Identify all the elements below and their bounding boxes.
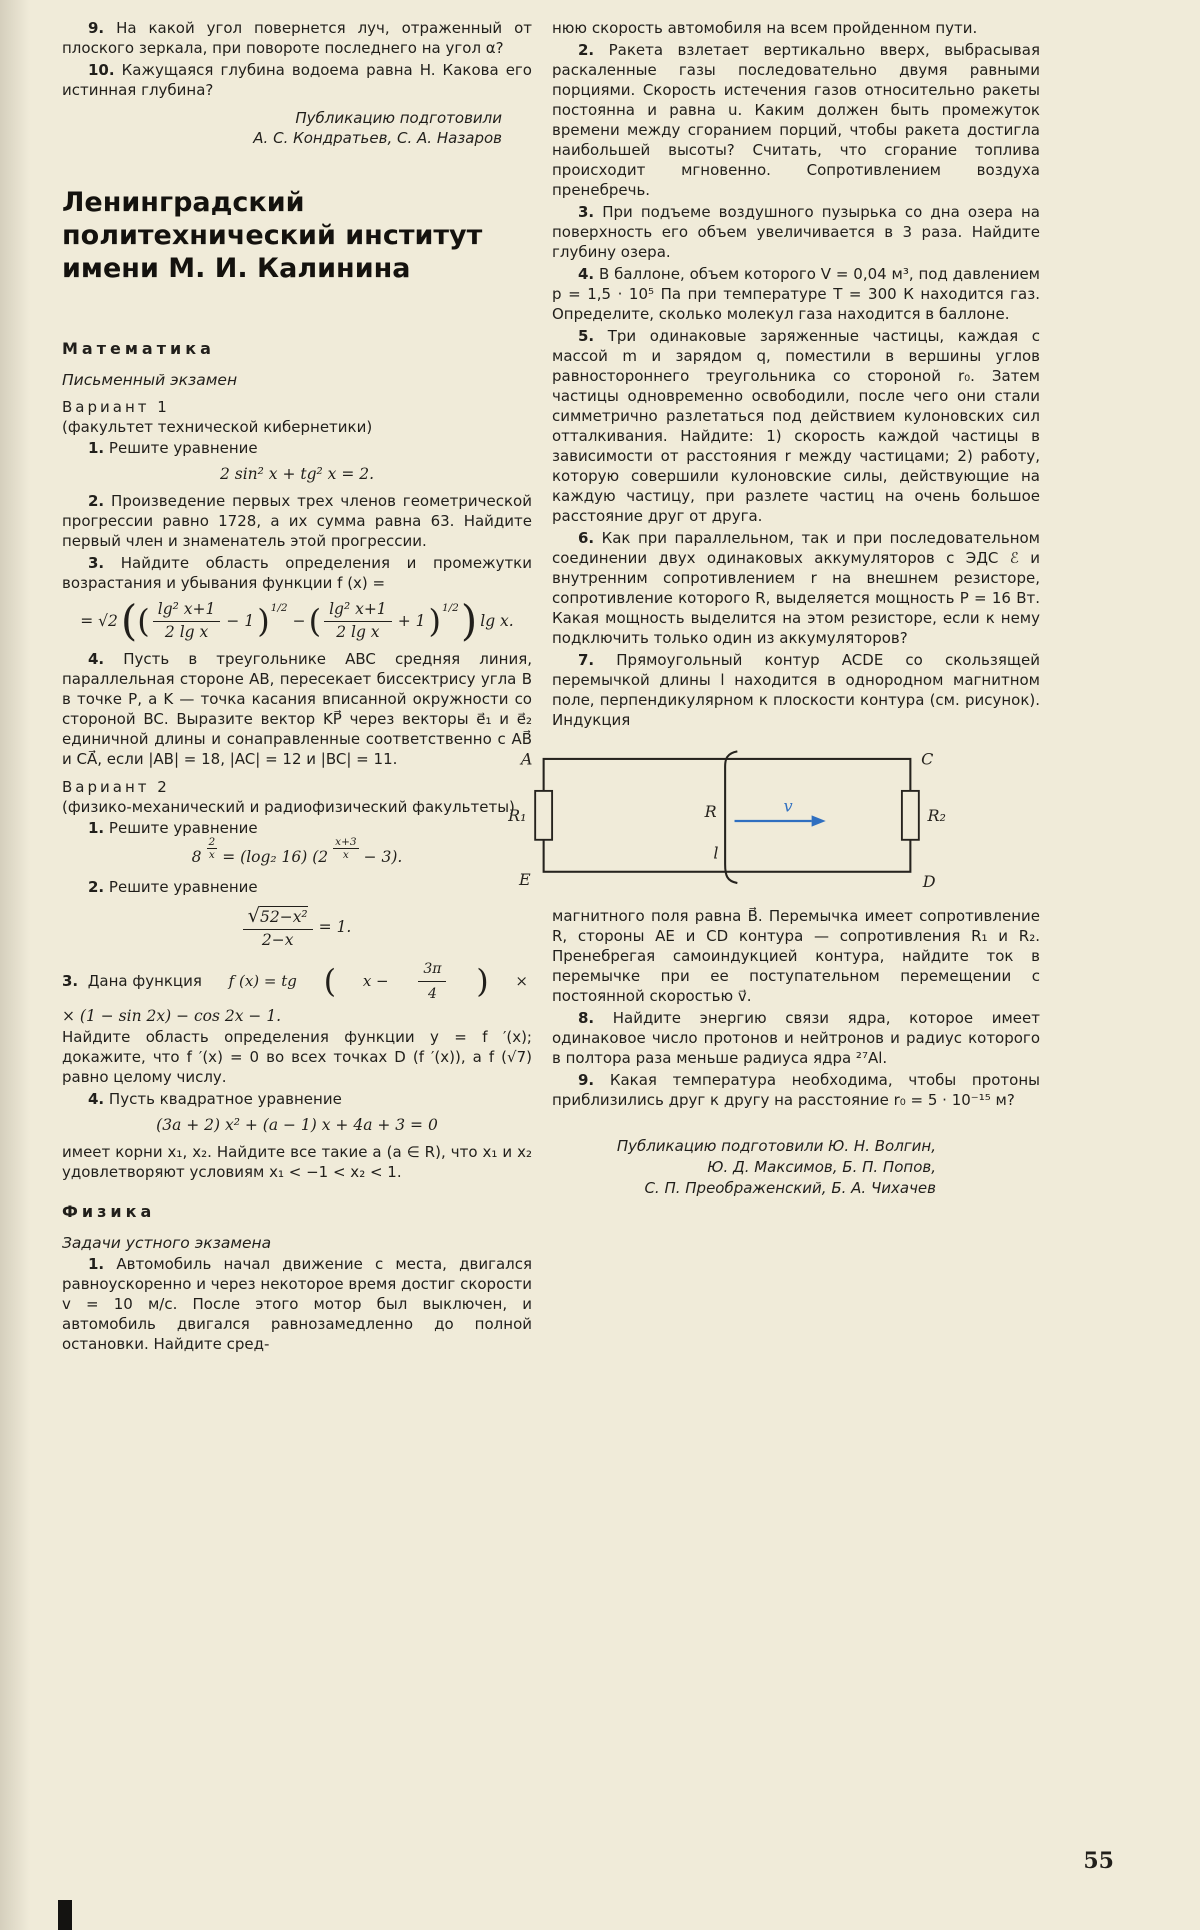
- resistor-r1-label: R₁: [508, 805, 527, 825]
- problem-number: 4.: [88, 650, 105, 669]
- problem-number: 3.: [578, 203, 595, 221]
- institute-title: [62, 186, 532, 285]
- publication-credits: [552, 1136, 1040, 1199]
- variant-2-faculty: (физико-механический и радиофизический факультеты): [62, 798, 515, 817]
- sliding-jumper: [725, 751, 737, 883]
- math-v1-p1-formula: [62, 465, 532, 484]
- credit-names: А. С. Кондратьев, С. А. Назаров: [253, 129, 502, 147]
- fraction: $\frac{3\pi}{4}$: [418, 958, 446, 1005]
- corner-label-a: A: [520, 749, 533, 769]
- math-v2-problem-4-text: имеет корни x₁, x₂. Найдите все такие a (a ∈ R), что x₁ и x₂ удовлетворяют условиям x₁ < −1 < x₂ < 1.: [62, 1143, 532, 1182]
- problem-number: 4.: [88, 1089, 105, 1108]
- physics-exam-type: Задачи устного экзамена: [62, 1234, 272, 1253]
- problem-text: Ракета взлетает вертикально вверх, выбрасывая раскаленные газы последовательно двумя равными порциями. Скорость истечения газов относительно ракеты постоянна и равна u. Каким должен быть промежуток времени между сгоранием порций, чтобы ракета достигла наибольшей высоты? Считать, что сгорание топлива происходит мгновенно. Сопротивлением воздуха пренебречь.: [552, 41, 1040, 199]
- corner-label-e: E: [518, 869, 531, 889]
- problem-text: Произведение первых трех членов геометрической прогрессии равно 1728, а их сумма равна 63. Найдите первый член и знаменатель этой прогрессии.: [62, 492, 532, 551]
- open-paren: (: [120, 596, 138, 646]
- physics-problem-4: [552, 264, 1040, 324]
- problem-number: 2.: [578, 41, 595, 59]
- math-exam-type: Письменный экзамен: [62, 371, 238, 389]
- prev-credit-block: [62, 108, 532, 148]
- math-v2-p2-formula: [62, 904, 532, 951]
- resistor-r1-symbol: [535, 791, 552, 840]
- problem-number: 3.: [88, 554, 105, 573]
- math-v1-problem-4: [62, 649, 532, 769]
- jumper-length-label: l: [713, 843, 719, 863]
- fraction-denominator: 2−x: [261, 931, 294, 950]
- close-paren: ): [428, 601, 441, 640]
- radicand: 52−x²: [259, 908, 308, 927]
- open-paren: (: [308, 601, 322, 640]
- page-number: 55: [1083, 1848, 1114, 1874]
- credits-line-2: Ю. Д. Максимов, Б. П. Попов,: [707, 1158, 936, 1177]
- variant-1-label: Вариант 1: [62, 398, 170, 416]
- formula-tail: lg x.: [480, 611, 514, 630]
- minus-one: − 1: [226, 611, 255, 630]
- problem-number: 1.: [88, 439, 105, 457]
- two-column-layout: [62, 16, 1200, 1354]
- formula-lead: = √2: [80, 611, 118, 630]
- math-v2-problem-1: [62, 818, 532, 838]
- physics-problem-8: [552, 1008, 1040, 1068]
- problem-text: В баллоне, объем которого V = 0,04 м³, под давлением p = 1,5 · 10⁵ Па при температуре T = 300 К находится газ. Определите, сколько молекул газа находится в баллоне.: [552, 265, 1040, 323]
- formula-tail: − 3).: [363, 848, 403, 866]
- problem-intro: Дана функция: [87, 972, 202, 991]
- problem-text: Решите уравнение: [108, 819, 258, 838]
- math-v2-problem-2: [62, 877, 532, 897]
- print-registration-mark: [58, 1900, 72, 1930]
- prev-problem-9: [62, 18, 532, 58]
- close-paren: ): [460, 596, 478, 646]
- problem-text: Какая температура необходима, чтобы протоны приблизились друг к другу на расстояние r₀ = 5 · 10⁻¹⁵ м?: [552, 1071, 1040, 1110]
- open-paren: (: [137, 601, 150, 640]
- math-v1-problem-3: [62, 553, 532, 593]
- formula-text: 2 sin² x + tg² x = 2.: [219, 465, 375, 483]
- circuit-diagram: [506, 742, 948, 892]
- velocity-label: v: [783, 796, 793, 816]
- fraction: [153, 600, 221, 642]
- page-gutter-shadow: [0, 0, 30, 1930]
- problem-text: Автомобиль начал движение с места, двигался равноускоренно и через некоторое время достиг скорости v = 10 м/с. После этого мотор был выключен, и автомобиль двигался равнозамедленно до полной остановки. Найдите сред-: [62, 1255, 532, 1354]
- resistor-r2-label: R₂: [927, 805, 946, 825]
- math-v1-problem-2: [62, 491, 532, 551]
- title-line-3: имени М. И. Калинина: [62, 253, 411, 284]
- exponent-fraction: $\frac{2}{x}$: [208, 836, 216, 862]
- physics-problem-3: [552, 202, 1040, 262]
- exponent: 1/2: [441, 601, 459, 614]
- math-v2-problem-4: [62, 1089, 532, 1109]
- problem-lead: [62, 970, 202, 992]
- physics-problem-7: [552, 650, 1040, 730]
- problem-text: Пусть в треугольнике ABC средняя линия, параллельная стороне AB, пересекает биссектрису угла B в точке P, а K — точка касания вписанной окружности со стороной BC. Выразите вектор KP⃗ через векторы e⃗₁ и e⃗₂ единичной длины и сонаправленные соответственно с AB⃗ и CA⃗, если |AB| = 18, |AC| = 12 и |BC| = 11.: [62, 650, 532, 769]
- title-line-2: политехнический институт: [62, 220, 483, 251]
- variant-2-label: Вариант 2: [62, 778, 170, 797]
- problem-text: Кажущаяся глубина водоема равна H. Какова его истинная глубина?: [62, 61, 532, 99]
- problem-number: 3.: [62, 972, 79, 991]
- physics-problem-5: [552, 326, 1040, 526]
- physics-problem-2: [552, 40, 1040, 200]
- physics-problem-7-continuation: магнитного поля равна B⃗. Перемычка имеет сопротивление R, стороны AE и CD контура — сопротивления R₁ и R₂. Пренебрегая самоиндукцией контура, найдите ток в перемычке при ее поступательном перемещении с постоянной скоростью v⃗.: [552, 907, 1040, 1006]
- title-line-1: Ленинградский: [62, 187, 305, 218]
- close-paren: ): [257, 601, 270, 640]
- problem-text: Решите уравнение: [108, 878, 258, 897]
- problem-number: 1.: [88, 1255, 105, 1274]
- open-paren: (: [323, 961, 337, 1000]
- problem-text: Как при параллельном, так и при последовательном соединении двух одинаковых аккумуляторов с ЭДС ℰ и внутренним сопротивлением r на внешнем резисторе, сопротивление которого R, выделяется мощность P = 16 Вт. Какая мощность выделится на этом резисторе, если к нему подключить только один из аккумуляторов?: [552, 529, 1040, 647]
- credits-line-3: С. П. Преображенский, Б. А. Чихачев: [644, 1179, 936, 1198]
- fraction: [324, 600, 392, 642]
- problem-number: 8.: [578, 1009, 595, 1028]
- physics-problem-1-continuation: нюю скорость автомобиля на всем пройденном пути.: [552, 19, 978, 37]
- problem-text: Найдите область определения и промежутки возрастания и убывания функции f (x) =: [62, 554, 532, 593]
- corner-label-c: C: [921, 749, 934, 769]
- resistor-r2-symbol: [902, 791, 919, 840]
- math-section-heading: Математика: [62, 339, 215, 358]
- exponent: 1/2: [270, 601, 288, 614]
- formula-base: 8: [191, 848, 202, 866]
- physics-problem-1: [62, 1254, 532, 1354]
- problem-number: 5.: [578, 327, 595, 345]
- problem-text: Найдите энергию связи ядра, которое имеет одинаковое число протонов и нейтронов и радиус которого в полтора раза меньше радиуса ядра ²⁷Al.: [552, 1009, 1040, 1068]
- minus-sign: −: [292, 611, 306, 630]
- jumper-resistance-label: R: [704, 802, 717, 822]
- fraction-numerator: lg² x+1: [153, 600, 221, 621]
- problem-text: Решите уравнение: [108, 439, 258, 457]
- left-column: [62, 16, 532, 1354]
- close-paren: ): [476, 961, 489, 1000]
- formula-rhs: = 1.: [318, 917, 352, 936]
- physics-problem-6: [552, 528, 1040, 648]
- math-v1-problem-1: [62, 438, 532, 458]
- problem-number: 4.: [578, 265, 595, 283]
- corner-label-d: D: [922, 871, 936, 891]
- problem-number: 9.: [88, 19, 105, 37]
- fraction-denominator: 2 lg x: [336, 622, 380, 641]
- problem-number: 1.: [88, 819, 105, 838]
- problem-text: При подъеме воздушного пузырька со дна озера на поверхность его объем увеличивается в 3 раза. Найдите глубину озера.: [552, 203, 1040, 261]
- radical-sign: √: [247, 904, 260, 928]
- problem-text: На какой угол повернется луч, отраженный от плоского зеркала, при повороте последнего на угол α?: [62, 19, 532, 57]
- problem-number: 7.: [578, 651, 595, 669]
- fraction-denominator: 2 lg x: [164, 622, 209, 641]
- fraction-numerator: lg² x+1: [324, 600, 392, 621]
- math-v2-problem-3-text: Найдите область определения функции y = f ′(x); докажите, что f ′(x) = 0 во всех точках D (f ′(x)), а f (√7) равно целому числу.: [62, 1027, 532, 1086]
- fraction: [243, 904, 313, 951]
- physics-section-heading: Физика: [62, 1202, 156, 1222]
- right-column: [508, 16, 1040, 1354]
- problem-text: Три одинаковые заряженные частицы, каждая с массой m и зарядом q, поместили в вершины углов равностороннего треугольника со стороной r₀. Затем частицы одновременно освободили, после чего они стали симметрично разлетаться под действием кулоновских сил отталкивания. Найдите: 1) скорость каждой частицы в зависимости от расстояния r между частицами; 2) работу, которую совершили кулоновские силы, действующие на каждую частицу, при разлете частиц на очень большое расстояние друг от друга.: [552, 327, 1040, 525]
- problem-number: 2.: [88, 878, 105, 897]
- credit-intro: Публикацию подготовили: [295, 109, 502, 127]
- fraction-numerator: [243, 904, 313, 930]
- physics-problem-9: [552, 1070, 1040, 1110]
- circuit-figure: [506, 742, 948, 896]
- variant-1-faculty: (факультет технической кибернетики): [62, 418, 373, 436]
- credits-line-1: Публикацию подготовили Ю. Н. Волгин,: [616, 1137, 936, 1156]
- formula-mid: = (log₂ 16) (2: [222, 848, 329, 866]
- problem-text: Прямоугольный контур ACDE со скользящей перемычкой длины l находится в однородном магнитном поле, перпендикулярном к плоскости контура (см. рисунок). Индукция: [552, 651, 1040, 729]
- problem-number: 6.: [578, 529, 595, 547]
- prev-problem-10: [62, 60, 532, 100]
- problem-intro: Пусть квадратное уравнение: [108, 1089, 342, 1108]
- circuit-loop: [544, 759, 911, 872]
- times-sign: ×: [515, 972, 528, 991]
- math-v1-p3-formula: [62, 596, 532, 646]
- argument-lead: x −: [362, 972, 389, 991]
- formula-text: (3a + 2) x² + (a − 1) x + 4a + 3 = 0: [156, 1115, 438, 1134]
- problem-number: 10.: [88, 61, 115, 79]
- math-v2-p1-formula: [62, 836, 532, 870]
- problem-number: 2.: [88, 492, 105, 511]
- math-v2-problem-3-line1: [62, 958, 532, 1005]
- problem-number: 9.: [578, 1071, 595, 1090]
- math-v2-p4-formula: [62, 1116, 532, 1135]
- function-expression: f (x) = tg: [228, 972, 297, 991]
- exponent-fraction: x+3 x: [335, 836, 357, 862]
- velocity-arrowhead: [812, 815, 826, 826]
- math-v2-problem-3-line2: × (1 − sin 2x) − cos 2x − 1.: [62, 1006, 282, 1025]
- plus-one: + 1: [397, 611, 426, 630]
